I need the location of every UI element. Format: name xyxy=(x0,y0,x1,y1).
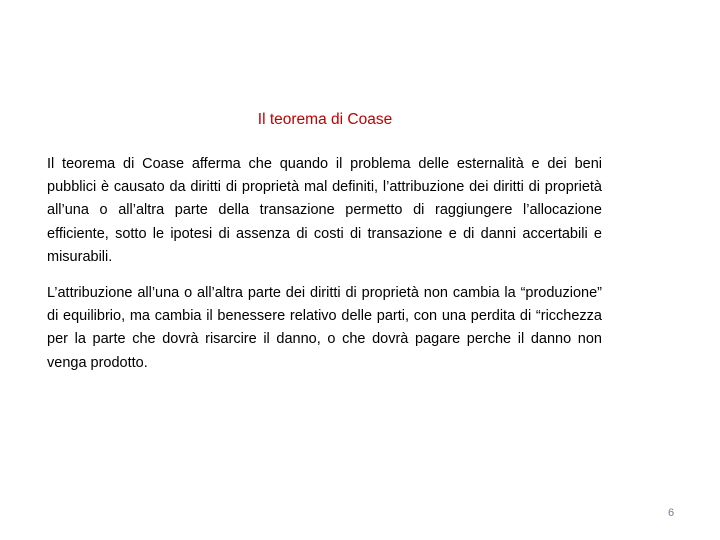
paragraph-coase-theorem: Il teorema di Coase afferma che quando il problema delle esternalità e dei beni pubblici è causato da diritti di proprietà mal definiti, l’attribuzione dei diritti di proprietà all’una o all’altra parte della transazione permetto di raggiungere l’allocazione efficiente, sotto le ipotesi di assenza di costi di transazione e di danni accertabili e misurabili. xyxy=(47,156,602,265)
paragraph-property-rights: L’attribuzione all’una o all’altra parte dei diritti di proprietà non cambia la “produzione” di equilibrio, ma cambia il benessere relativo delle parti, con una perdita di “ricchezza per la parte che dovrà risarcire il danno, o che dovrà pagare perche il danno non venga prodotto. xyxy=(47,285,602,371)
slide-title: Il teorema di Coase xyxy=(257,111,393,128)
page-number: 6 xyxy=(667,507,675,519)
